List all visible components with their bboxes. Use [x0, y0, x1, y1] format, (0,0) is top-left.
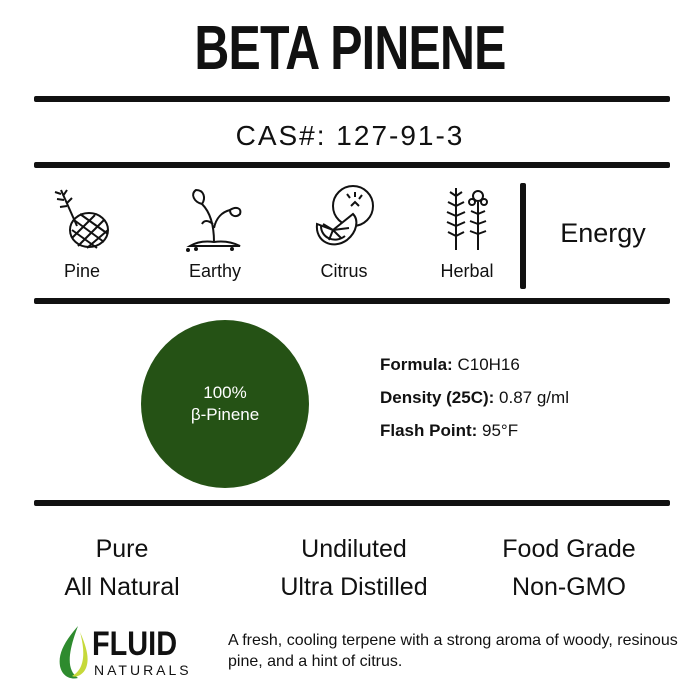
- property-key: Flash Point:: [380, 421, 478, 440]
- feature-column-3: [469, 530, 669, 606]
- property-key: Density (25C):: [380, 388, 495, 407]
- product-title: BETA PINENE: [194, 14, 506, 83]
- property-value: C10H16: [457, 355, 520, 374]
- brand-logo: [56, 624, 216, 680]
- pinecone-icon: [47, 184, 117, 254]
- feature-line: Pure: [95, 535, 149, 563]
- brand-name: FLUID: [92, 625, 178, 663]
- aroma-pine: [27, 184, 137, 282]
- divider-aromas: [34, 298, 670, 304]
- divider-properties: [34, 500, 670, 506]
- feature-column-2: [254, 530, 454, 606]
- aroma-citrus: [289, 184, 399, 282]
- sprout-icon: [180, 184, 250, 254]
- cas-number: CAS#: 127-91-3: [235, 120, 465, 151]
- leaf-drop-icon: [56, 624, 92, 680]
- brand-subtitle: NATURALS: [94, 662, 192, 678]
- property-value: 0.87 g/ml: [499, 388, 569, 407]
- composition-name: β-Pinene: [190, 405, 260, 424]
- product-description: A fresh, cooling terpene with a strong aroma of woody, resinous pine, and a hint of citrus.: [228, 632, 678, 670]
- property-flash-point: [380, 421, 569, 441]
- divider-vertical: [520, 183, 526, 289]
- composition-percent: 100%: [203, 383, 247, 402]
- aroma-label: Herbal: [440, 261, 494, 281]
- aroma-herbal: [412, 184, 522, 282]
- aroma-label: Citrus: [320, 261, 368, 281]
- feature-line: Food Grade: [502, 535, 636, 563]
- feature-line: All Natural: [64, 573, 180, 601]
- divider-top: [34, 96, 670, 102]
- aroma-label: Earthy: [188, 261, 242, 281]
- feature-line: Undiluted: [301, 535, 407, 563]
- herb-icon: [432, 184, 502, 254]
- property-value: 95°F: [482, 421, 519, 440]
- property-key: Formula:: [380, 355, 453, 374]
- aroma-earthy: [160, 184, 270, 282]
- properties-list: [380, 355, 569, 454]
- divider-cas: [34, 162, 670, 168]
- citrus-icon: [307, 184, 381, 254]
- feature-line: Non-GMO: [512, 573, 626, 601]
- property-density: [380, 388, 569, 408]
- composition-circle: [141, 320, 309, 488]
- feature-line: Ultra Distilled: [280, 573, 428, 601]
- effect-label: Energy: [560, 218, 646, 248]
- property-formula: [380, 355, 569, 375]
- feature-column-1: [22, 530, 222, 606]
- aroma-label: Pine: [63, 261, 101, 281]
